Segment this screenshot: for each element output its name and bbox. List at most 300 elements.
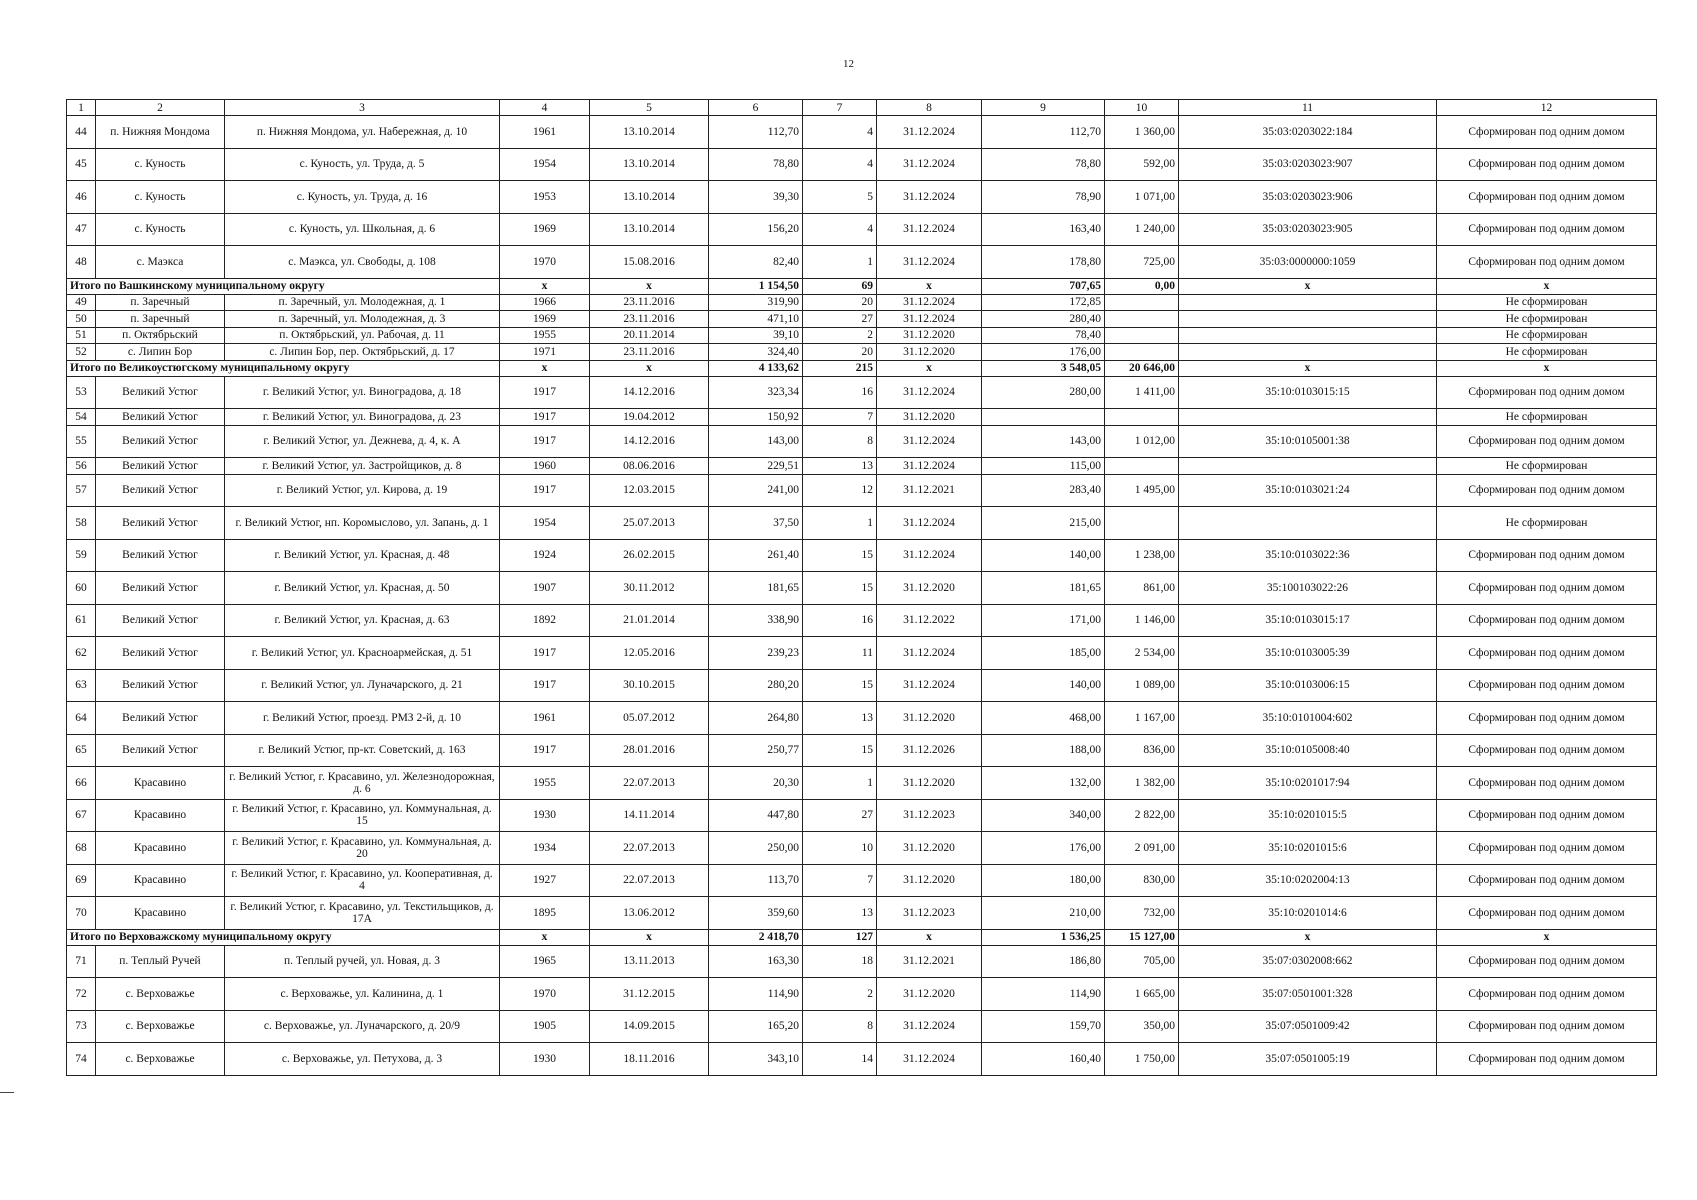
total-year-built: x [500, 929, 590, 945]
row-number: 44 [67, 116, 96, 149]
total-area: 39,30 [709, 181, 803, 214]
land-status: Сформирован под одним домом [1437, 213, 1657, 246]
table-row [67, 294, 1657, 311]
total-residents: 127 [803, 929, 877, 945]
address: п. Теплый ручей, ул. Новая, д. 3 [225, 945, 500, 978]
address: с. Липин Бор, пер. Октябрьский, д. 17 [225, 344, 500, 361]
cadastral-number: 35:10:0201015:6 [1179, 832, 1437, 865]
row-number: 62 [67, 637, 96, 670]
year-built: 1927 [500, 864, 590, 897]
total-area: 280,20 [709, 669, 803, 702]
total-land-status: x [1437, 278, 1657, 294]
residents-count: 1 [803, 767, 877, 800]
recognition-date: 21.01.2014 [590, 604, 709, 637]
settlement: с. Верховажье [96, 1010, 225, 1043]
total-year-built: x [500, 278, 590, 294]
settlement: с. Липин Бор [96, 344, 225, 361]
year-built: 1905 [500, 1010, 590, 1043]
land-area-value: 78,40 [982, 327, 1105, 344]
land-status: Сформирован под одним домом [1437, 945, 1657, 978]
settlement: Красавино [96, 767, 225, 800]
settlement: Великий Устюг [96, 458, 225, 475]
year-built: 1924 [500, 539, 590, 572]
recognition-date: 25.07.2013 [590, 507, 709, 540]
recognition-date: 23.11.2016 [590, 344, 709, 361]
subtotal-row [67, 278, 1657, 294]
recognition-date: 13.06.2012 [590, 897, 709, 930]
total-residents: 69 [803, 278, 877, 294]
planned-resettlement-date: 31.12.2020 [877, 702, 982, 735]
cadastral-number: 35:10:0103022:36 [1179, 539, 1437, 572]
land-area-value: 176,00 [982, 344, 1105, 361]
settlement: с. Верховажье [96, 1043, 225, 1076]
land-plot-area: 1 382,00 [1105, 767, 1179, 800]
recognition-date: 13.10.2014 [590, 148, 709, 181]
table-row [67, 864, 1657, 897]
cadastral-number: 35:03:0203022:184 [1179, 116, 1437, 149]
total-area: 78,80 [709, 148, 803, 181]
residents-count: 20 [803, 344, 877, 361]
address: г. Великий Устюг, нп. Коромыслово, ул. Запань, д. 1 [225, 507, 500, 540]
total-land-area-value: 1 536,25 [982, 929, 1105, 945]
settlement: с. Куность [96, 213, 225, 246]
land-status: Сформирован под одним домом [1437, 637, 1657, 670]
year-built: 1955 [500, 767, 590, 800]
planned-resettlement-date: 31.12.2024 [877, 246, 982, 279]
planned-resettlement-date: 31.12.2024 [877, 311, 982, 328]
recognition-date: 30.10.2015 [590, 669, 709, 702]
year-built: 1954 [500, 507, 590, 540]
address: г. Великий Устюг, г. Красавино, ул. Коммунальная, д. 20 [225, 832, 500, 865]
total-cadastral-number: x [1179, 929, 1437, 945]
table-row [67, 572, 1657, 605]
land-area-value: 280,00 [982, 376, 1105, 409]
table-row [67, 669, 1657, 702]
row-number: 45 [67, 148, 96, 181]
row-number: 53 [67, 376, 96, 409]
year-built: 1930 [500, 1043, 590, 1076]
address: с. Маэкса, ул. Свободы, д. 108 [225, 246, 500, 279]
land-area-value: 78,80 [982, 148, 1105, 181]
cadastral-number: 35:07:0501001:328 [1179, 978, 1437, 1011]
residents-count: 15 [803, 572, 877, 605]
land-status: Сформирован под одним домом [1437, 897, 1657, 930]
table-row [67, 799, 1657, 832]
settlement: Великий Устюг [96, 425, 225, 458]
land-plot-area: 2 534,00 [1105, 637, 1179, 670]
subtotal-row [67, 929, 1657, 945]
row-number: 66 [67, 767, 96, 800]
land-area-value: 140,00 [982, 539, 1105, 572]
address: г. Великий Устюг, г. Красавино, ул. Кооперативная, д. 4 [225, 864, 500, 897]
recognition-date: 28.01.2016 [590, 734, 709, 767]
settlement: Великий Устюг [96, 734, 225, 767]
column-number-row [67, 100, 1657, 116]
year-built: 1917 [500, 734, 590, 767]
cadastral-number: 35:10:0201017:94 [1179, 767, 1437, 800]
land-plot-area [1105, 507, 1179, 540]
residents-count: 1 [803, 246, 877, 279]
total-recognition-date: x [590, 929, 709, 945]
total-area: 2 418,70 [709, 929, 803, 945]
land-plot-area: 1 167,00 [1105, 702, 1179, 735]
total-area: 156,20 [709, 213, 803, 246]
residents-count: 11 [803, 637, 877, 670]
year-built: 1961 [500, 116, 590, 149]
address: с. Верховажье, ул. Калинина, д. 1 [225, 978, 500, 1011]
residents-count: 18 [803, 945, 877, 978]
address: с. Куность, ул. Труда, д. 5 [225, 148, 500, 181]
recognition-date: 14.09.2015 [590, 1010, 709, 1043]
land-area-value: 468,00 [982, 702, 1105, 735]
residents-count: 12 [803, 474, 877, 507]
recognition-date: 14.12.2016 [590, 425, 709, 458]
residents-count: 7 [803, 864, 877, 897]
cadastral-number [1179, 344, 1437, 361]
row-number: 70 [67, 897, 96, 930]
land-plot-area: 1 240,00 [1105, 213, 1179, 246]
land-area-value: 283,40 [982, 474, 1105, 507]
address: с. Верховажье, ул. Луначарского, д. 20/9 [225, 1010, 500, 1043]
settlement: п. Октябрьский [96, 327, 225, 344]
total-land-plot-area: 20 646,00 [1105, 360, 1179, 376]
settlement: п. Теплый Ручей [96, 945, 225, 978]
land-status: Сформирован под одним домом [1437, 572, 1657, 605]
year-built: 1917 [500, 474, 590, 507]
land-area-value: 143,00 [982, 425, 1105, 458]
year-built: 1934 [500, 832, 590, 865]
row-number: 71 [67, 945, 96, 978]
row-number: 50 [67, 311, 96, 328]
column-number: 12 [1437, 100, 1657, 116]
row-number: 46 [67, 181, 96, 214]
residents-count: 15 [803, 734, 877, 767]
land-status: Сформирован под одним домом [1437, 425, 1657, 458]
planned-resettlement-date: 31.12.2024 [877, 669, 982, 702]
total-land-status: x [1437, 360, 1657, 376]
column-number: 9 [982, 100, 1105, 116]
residents-count: 2 [803, 978, 877, 1011]
residents-count: 16 [803, 376, 877, 409]
land-status: Сформирован под одним домом [1437, 246, 1657, 279]
land-status: Сформирован под одним домом [1437, 832, 1657, 865]
residents-count: 27 [803, 311, 877, 328]
cadastral-number: 35:07:0501009:42 [1179, 1010, 1437, 1043]
subtotal-label: Итого по Великоустюгскому муниципальному округу [67, 360, 500, 376]
cadastral-number: 35:10:0103006:15 [1179, 669, 1437, 702]
address: г. Великий Устюг, пр-кт. Советский, д. 163 [225, 734, 500, 767]
recognition-date: 13.10.2014 [590, 181, 709, 214]
table-row [67, 897, 1657, 930]
settlement: Великий Устюг [96, 637, 225, 670]
table-row [67, 246, 1657, 279]
planned-resettlement-date: 31.12.2023 [877, 897, 982, 930]
year-built: 1969 [500, 213, 590, 246]
total-residents: 215 [803, 360, 877, 376]
land-plot-area: 1 089,00 [1105, 669, 1179, 702]
settlement: Красавино [96, 864, 225, 897]
address: с. Верховажье, ул. Петухова, д. 3 [225, 1043, 500, 1076]
residents-count: 13 [803, 458, 877, 475]
planned-resettlement-date: 31.12.2024 [877, 507, 982, 540]
page-number: 12 [843, 58, 854, 70]
total-recognition-date: x [590, 278, 709, 294]
table-row [67, 181, 1657, 214]
settlement: с. Куность [96, 148, 225, 181]
settlement: Великий Устюг [96, 507, 225, 540]
year-built: 1895 [500, 897, 590, 930]
planned-resettlement-date: 31.12.2020 [877, 409, 982, 426]
subtotal-label: Итого по Вашкинскому муниципальному округу [67, 278, 500, 294]
total-area: 261,40 [709, 539, 803, 572]
planned-resettlement-date: 31.12.2020 [877, 832, 982, 865]
land-status: Не сформирован [1437, 409, 1657, 426]
land-status: Сформирован под одним домом [1437, 767, 1657, 800]
land-plot-area [1105, 458, 1179, 475]
land-status: Сформирован под одним домом [1437, 1010, 1657, 1043]
cadastral-number [1179, 409, 1437, 426]
row-number: 49 [67, 294, 96, 311]
year-built: 1917 [500, 376, 590, 409]
year-built: 1917 [500, 637, 590, 670]
land-plot-area: 1 411,00 [1105, 376, 1179, 409]
recognition-date: 12.03.2015 [590, 474, 709, 507]
cadastral-number: 35:03:0203023:907 [1179, 148, 1437, 181]
address: п. Октябрьский, ул. Рабочая, д. 11 [225, 327, 500, 344]
land-status: Сформирован под одним домом [1437, 148, 1657, 181]
land-plot-area [1105, 327, 1179, 344]
year-built: 1960 [500, 458, 590, 475]
address: п. Заречный, ул. Молодежная, д. 1 [225, 294, 500, 311]
address: г. Великий Устюг, ул. Застройщиков, д. 8 [225, 458, 500, 475]
total-area: 447,80 [709, 799, 803, 832]
year-built: 1970 [500, 246, 590, 279]
total-area: 4 133,62 [709, 360, 803, 376]
planned-resettlement-date: 31.12.2024 [877, 376, 982, 409]
planned-resettlement-date: 31.12.2024 [877, 1010, 982, 1043]
year-built: 1971 [500, 344, 590, 361]
total-land-plot-area: 0,00 [1105, 278, 1179, 294]
total-area: 241,00 [709, 474, 803, 507]
residents-count: 4 [803, 148, 877, 181]
total-area: 239,23 [709, 637, 803, 670]
land-plot-area: 1 360,00 [1105, 116, 1179, 149]
table-row [67, 1043, 1657, 1076]
row-number: 69 [67, 864, 96, 897]
total-area: 343,10 [709, 1043, 803, 1076]
row-number: 56 [67, 458, 96, 475]
land-plot-area: 1 665,00 [1105, 978, 1179, 1011]
recognition-date: 22.07.2013 [590, 767, 709, 800]
address: п. Нижняя Мондома, ул. Набережная, д. 10 [225, 116, 500, 149]
residents-count: 2 [803, 327, 877, 344]
total-area: 143,00 [709, 425, 803, 458]
land-plot-area: 705,00 [1105, 945, 1179, 978]
table-row [67, 637, 1657, 670]
address: г. Великий Устюг, ул. Кирова, д. 19 [225, 474, 500, 507]
land-area-value [982, 409, 1105, 426]
recognition-date: 13.10.2014 [590, 213, 709, 246]
cadastral-number: 35:10:0103021:24 [1179, 474, 1437, 507]
table-row [67, 539, 1657, 572]
residents-count: 13 [803, 702, 877, 735]
land-plot-area [1105, 409, 1179, 426]
year-built: 1892 [500, 604, 590, 637]
settlement: Великий Устюг [96, 539, 225, 572]
recognition-date: 26.02.2015 [590, 539, 709, 572]
land-plot-area: 830,00 [1105, 864, 1179, 897]
total-area: 82,40 [709, 246, 803, 279]
year-built: 1961 [500, 702, 590, 735]
land-area-value: 180,00 [982, 864, 1105, 897]
year-built: 1965 [500, 945, 590, 978]
total-cadastral-number: x [1179, 360, 1437, 376]
land-status: Сформирован под одним домом [1437, 1043, 1657, 1076]
column-number: 4 [500, 100, 590, 116]
table-row [67, 832, 1657, 865]
total-area: 264,80 [709, 702, 803, 735]
row-number: 68 [67, 832, 96, 865]
address: с. Куность, ул. Труда, д. 16 [225, 181, 500, 214]
table-row [67, 148, 1657, 181]
total-cadastral-number: x [1179, 278, 1437, 294]
column-number: 1 [67, 100, 96, 116]
land-status: Сформирован под одним домом [1437, 474, 1657, 507]
year-built: 1930 [500, 799, 590, 832]
address: г. Великий Устюг, ул. Красная, д. 63 [225, 604, 500, 637]
address: г. Великий Устюг, ул. Красноармейская, д. 51 [225, 637, 500, 670]
total-area: 163,30 [709, 945, 803, 978]
cadastral-number: 35:07:0501005:19 [1179, 1043, 1437, 1076]
total-land-status: x [1437, 929, 1657, 945]
land-area-value: 176,00 [982, 832, 1105, 865]
settlement: Великий Устюг [96, 474, 225, 507]
address: с. Куность, ул. Школьная, д. 6 [225, 213, 500, 246]
total-area: 471,10 [709, 311, 803, 328]
land-status: Сформирован под одним домом [1437, 116, 1657, 149]
year-built: 1955 [500, 327, 590, 344]
residents-count: 5 [803, 181, 877, 214]
recognition-date: 23.11.2016 [590, 311, 709, 328]
land-area-value: 163,40 [982, 213, 1105, 246]
total-area: 1 154,50 [709, 278, 803, 294]
address: г. Великий Устюг, ул. Виноградова, д. 23 [225, 409, 500, 426]
land-plot-area [1105, 344, 1179, 361]
table-row [67, 213, 1657, 246]
residents-count: 8 [803, 425, 877, 458]
recognition-date: 19.04.2012 [590, 409, 709, 426]
total-resettlement-date: x [877, 360, 982, 376]
settlement: Великий Устюг [96, 604, 225, 637]
planned-resettlement-date: 31.12.2020 [877, 864, 982, 897]
land-area-value: 178,80 [982, 246, 1105, 279]
column-number: 8 [877, 100, 982, 116]
land-status: Сформирован под одним домом [1437, 539, 1657, 572]
table-row [67, 978, 1657, 1011]
land-status: Сформирован под одним домом [1437, 734, 1657, 767]
total-area: 20,30 [709, 767, 803, 800]
table-row [67, 1010, 1657, 1043]
address: г. Великий Устюг, ул. Красная, д. 50 [225, 572, 500, 605]
land-status: Сформирован под одним домом [1437, 604, 1657, 637]
table-row [67, 116, 1657, 149]
residents-count: 15 [803, 539, 877, 572]
total-land-area-value: 707,65 [982, 278, 1105, 294]
planned-resettlement-date: 31.12.2021 [877, 945, 982, 978]
cadastral-number: 35:10:0103005:39 [1179, 637, 1437, 670]
land-area-value: 171,00 [982, 604, 1105, 637]
planned-resettlement-date: 31.12.2024 [877, 294, 982, 311]
table-row [67, 767, 1657, 800]
total-area: 114,90 [709, 978, 803, 1011]
row-number: 47 [67, 213, 96, 246]
table-row [67, 425, 1657, 458]
residents-count: 14 [803, 1043, 877, 1076]
total-area: 150,92 [709, 409, 803, 426]
row-number: 61 [67, 604, 96, 637]
cadastral-number: 35:03:0203023:906 [1179, 181, 1437, 214]
settlement: Красавино [96, 897, 225, 930]
planned-resettlement-date: 31.12.2023 [877, 799, 982, 832]
planned-resettlement-date: 31.12.2020 [877, 767, 982, 800]
settlement: п. Нижняя Мондома [96, 116, 225, 149]
residents-count: 13 [803, 897, 877, 930]
row-number: 58 [67, 507, 96, 540]
land-status: Сформирован под одним домом [1437, 978, 1657, 1011]
planned-resettlement-date: 31.12.2020 [877, 344, 982, 361]
table-row [67, 409, 1657, 426]
planned-resettlement-date: 31.12.2020 [877, 572, 982, 605]
recognition-date: 13.11.2013 [590, 945, 709, 978]
planned-resettlement-date: 31.12.2020 [877, 327, 982, 344]
land-area-value: 172,85 [982, 294, 1105, 311]
total-area: 113,70 [709, 864, 803, 897]
year-built: 1917 [500, 425, 590, 458]
total-area: 250,00 [709, 832, 803, 865]
address: г. Великий Устюг, г. Красавино, ул. Коммунальная, д. 15 [225, 799, 500, 832]
settlement: Великий Устюг [96, 669, 225, 702]
recognition-date: 13.10.2014 [590, 116, 709, 149]
settlement: п. Заречный [96, 311, 225, 328]
land-area-value: 115,00 [982, 458, 1105, 475]
row-number: 65 [67, 734, 96, 767]
land-area-value: 114,90 [982, 978, 1105, 1011]
total-area: 39,10 [709, 327, 803, 344]
cadastral-number: 35:100103022:26 [1179, 572, 1437, 605]
cadastral-number [1179, 327, 1437, 344]
column-number: 5 [590, 100, 709, 116]
cadastral-number: 35:10:0105008:40 [1179, 734, 1437, 767]
recognition-date: 18.11.2016 [590, 1043, 709, 1076]
land-plot-area [1105, 294, 1179, 311]
total-area: 338,90 [709, 604, 803, 637]
recognition-date: 22.07.2013 [590, 832, 709, 865]
land-area-value: 132,00 [982, 767, 1105, 800]
table-row [67, 327, 1657, 344]
planned-resettlement-date: 31.12.2024 [877, 148, 982, 181]
settlement: Красавино [96, 832, 225, 865]
total-area: 324,40 [709, 344, 803, 361]
total-land-area-value: 3 548,05 [982, 360, 1105, 376]
column-number: 6 [709, 100, 803, 116]
land-area-value: 159,70 [982, 1010, 1105, 1043]
table-row [67, 734, 1657, 767]
address: г. Великий Устюг, ул. Виноградова, д. 18 [225, 376, 500, 409]
address: п. Заречный, ул. Молодежная, д. 3 [225, 311, 500, 328]
table-row [67, 458, 1657, 475]
total-area: 37,50 [709, 507, 803, 540]
row-number: 54 [67, 409, 96, 426]
